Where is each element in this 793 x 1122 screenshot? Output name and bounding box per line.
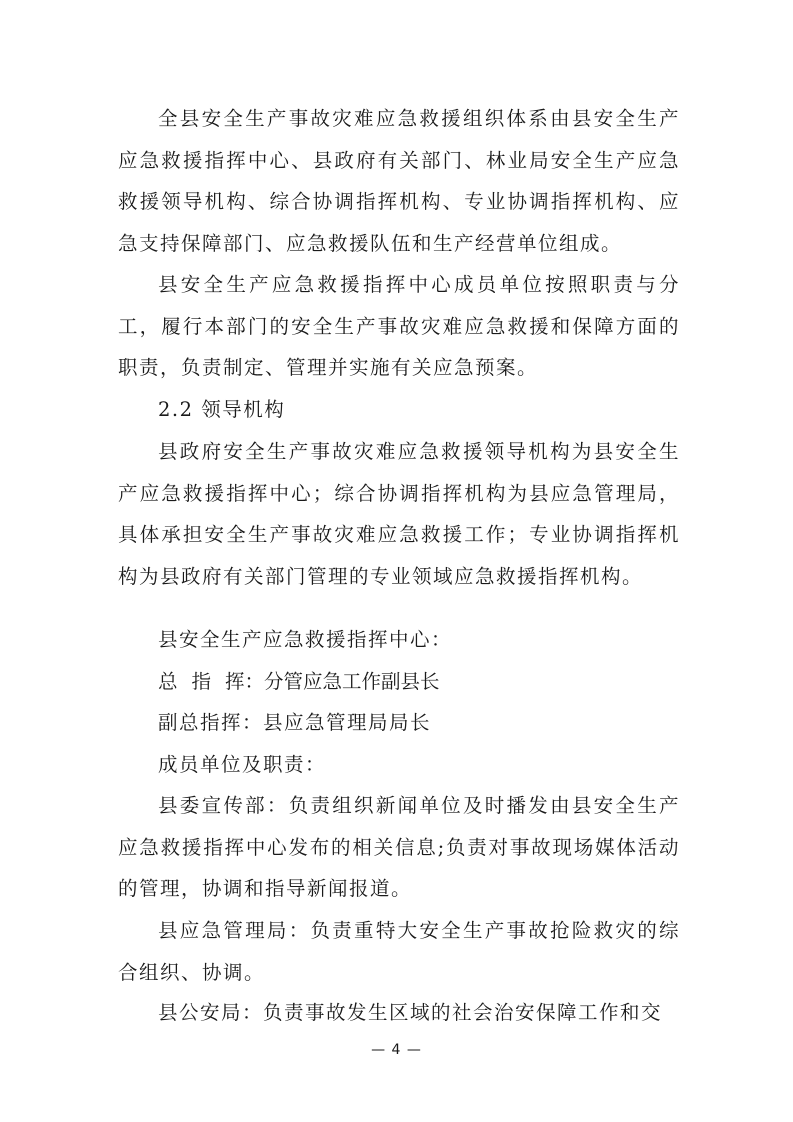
members-label: 成员单位及职责： [158, 753, 327, 776]
paragraph-public-security: 县公安局：负责事故发生区域的社会治安保障工作和交 [158, 1001, 663, 1024]
deputy-commander-line: 副总指挥：县应急管理局局长 [158, 711, 432, 734]
paragraph-leadership-structure: 县政府安全生产事故灾难应急救援领导机构为县安全生产应急救援指挥中心；综合协调指挥机构为县应急管理局，具体承担安全生产事故灾难应急救援工作；专业协调指挥机构为县政府有关部门管理的专业领域应急救援指挥机构。 [118, 440, 680, 588]
commander-line [158, 661, 440, 703]
section-heading-2-2: 2.2 领导机构 [158, 398, 286, 421]
paragraph-organization-system: 全县安全生产事故灾难应急救援组织体系由县安全生产应急救援指挥中心、县政府有关部门、林业局安全生产应急救援领导机构、综合协调指挥机构、专业协调指挥机构、应急支持保障部门、应急救援队伍和生产经营单位组成。 [118, 107, 680, 255]
page-number: — 4 — [371, 1042, 422, 1058]
commander-char-2: 指 [191, 670, 212, 693]
commander-rest: 挥：分管应急工作副县长 [225, 670, 440, 693]
commander-char-1: 总 [158, 670, 178, 693]
paragraph-member-duties: 县安全生产应急救援指挥中心成员单位按照职责与分工，履行本部门的安全生产事故灾难应急救援和保障方面的职责，负责制定、管理并实施有关应急预案。 [118, 273, 680, 379]
paragraph-emergency-bureau: 县应急管理局：负责重特大安全生产事故抢险救灾的综合组织、协调。 [118, 919, 680, 984]
center-label: 县安全生产应急救援指挥中心： [158, 628, 453, 651]
paragraph-propaganda-dept: 县委宣传部：负责组织新闻单位及时播发由县安全生产应急救援指挥中心发布的相关信息;负责对事故现场媒体活动的管理，协调和指导新闻报道。 [118, 794, 680, 900]
